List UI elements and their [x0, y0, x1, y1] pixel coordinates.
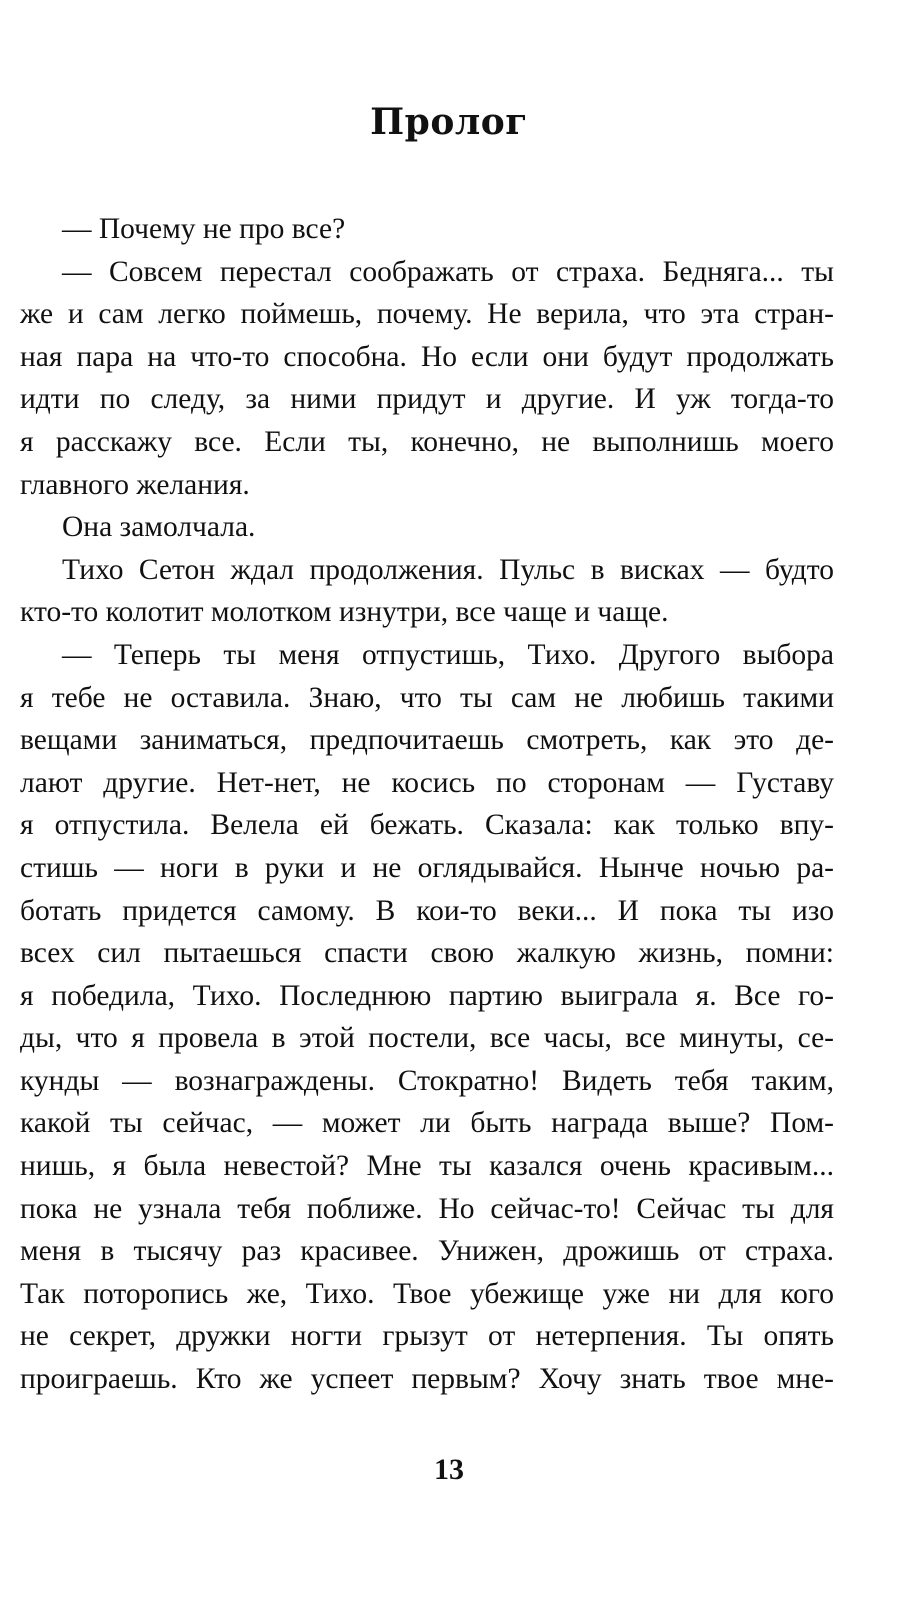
text-line: не секрет, дружки ногти грызут от нетерпения. Ты опять [20, 1320, 834, 1353]
text-line: стишь — ноги в руки и не оглядывайся. Нынче ночью ра- [20, 851, 834, 884]
text-line: я тебе не оставила. Знаю, что ты сам не любишь такими [20, 681, 834, 714]
page-number: 13 [434, 1453, 464, 1486]
text-line: вещами заниматься, предпочитаешь смотреть, как это де- [20, 724, 834, 757]
text-line: какой ты сейчас, — может ли быть награда выше? Пом- [20, 1107, 834, 1140]
body-text [20, 208, 834, 1401]
text-line: я отпустила. Велела ей бежать. Сказала: как только впу- [20, 809, 834, 842]
text-line: идти по следу, за ними придут и другие. И уж тогда-то [20, 383, 834, 416]
text-line: Она замолчала. [62, 511, 256, 544]
text-line: Тихо Сетон ждал продолжения. Пульс в висках — будто [62, 553, 834, 586]
text-line: пока не узнала тебя поближе. Но сейчас-то! Сейчас ты для [20, 1192, 834, 1225]
text-line: — Совсем перестал соображать от страха. Бедняга... ты [62, 255, 834, 288]
text-line: лают другие. Нет-нет, не косись по сторонам — Густаву [20, 766, 834, 799]
chapter-title: Пролог [370, 101, 528, 143]
text-line: кунды — вознаграждены. Стократно! Видеть тебя таким, [20, 1064, 834, 1097]
text-line: ды, что я провела в этой постели, все часы, все минуты, се- [20, 1022, 834, 1055]
text-line: ная пара на что-то способна. Но если они будут продолжать [20, 340, 834, 373]
text-line: ботать придется самому. В кои-то веки... И пока ты изо [20, 894, 834, 927]
text-line: же и сам легко поймешь, почему. Не верила, что эта стран- [20, 298, 834, 331]
text-line: я расскажу все. Если ты, конечно, не выполнишь моего [20, 425, 834, 458]
text-line: нишь, я была невестой? Мне ты казался очень красивым... [20, 1150, 834, 1183]
text-line: проиграешь. Кто же успеет первым? Хочу знать твое мне- [20, 1363, 834, 1396]
text-line: главного желания. [20, 468, 250, 501]
text-line: кто-то колотит молотком изнутри, все чаще и чаще. [20, 596, 669, 629]
text-line: Так поторопись же, Тихо. Твое убежище уже ни для кого [20, 1277, 834, 1310]
text-line: всех сил пытаешься спасти свою жалкую жизнь, помни: [20, 937, 834, 970]
text-line: — Почему не про все? [62, 213, 346, 245]
text-line: я победила, Тихо. Последнюю партию выиграла я. Все го- [20, 979, 834, 1012]
text-line: — Теперь ты меня отпустишь, Тихо. Другого выбора [62, 638, 834, 671]
text-line: меня в тысячу раз красивее. Унижен, дрожишь от страха. [20, 1235, 834, 1268]
